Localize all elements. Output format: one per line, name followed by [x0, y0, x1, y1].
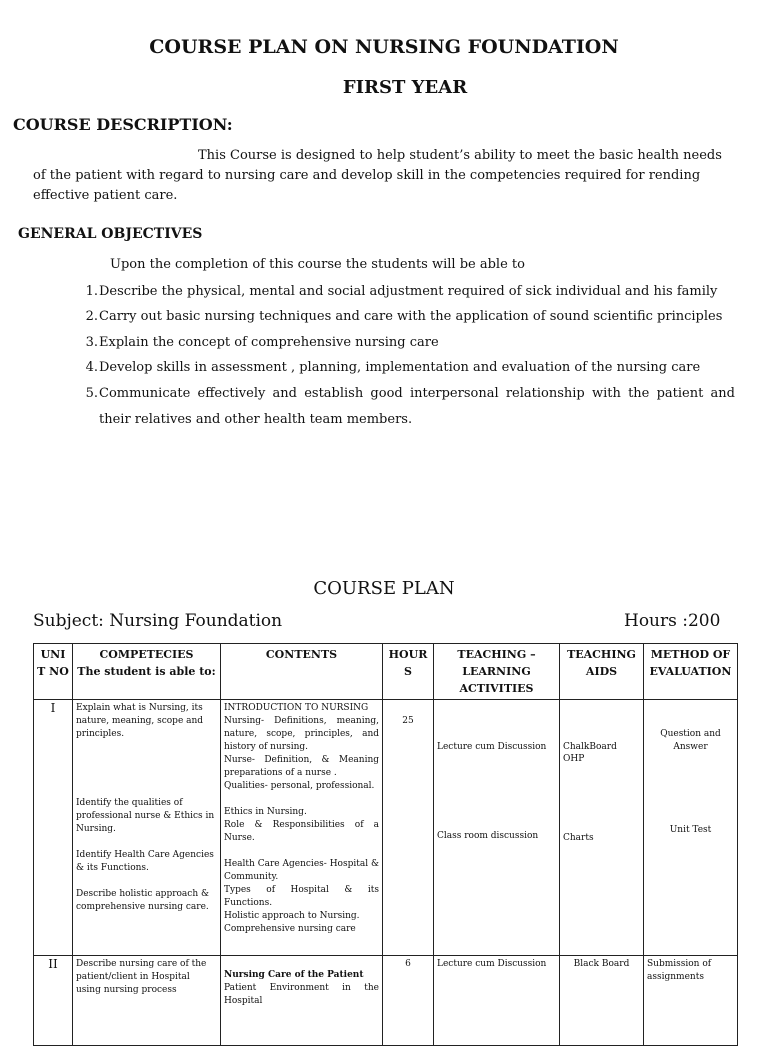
table-row — [34, 956, 738, 1046]
subject-label: Subject: Nursing Foundation — [33, 611, 283, 631]
objective-item — [80, 355, 735, 381]
header-hours: HOUR S — [383, 644, 434, 700]
objective-text: Carry out basic nursing techniques and care with the application of sound scientific principles — [99, 309, 723, 324]
objective-number: 2. — [85, 309, 98, 324]
contents-cell: Nursing Care of the Patient Patient Environment in the Hospital — [221, 956, 383, 1046]
objective-number: 3. — [85, 335, 98, 350]
teaching-activities-cell: Lecture cum Discussion — [434, 956, 560, 1046]
header-evaluation: METHOD OF EVALUATION — [644, 644, 738, 700]
document-title: COURSE PLAN ON NURSING FOUNDATION — [149, 36, 619, 58]
evaluation-cell: Question and Answer Unit Test — [644, 700, 738, 956]
objective-text: Describe the physical, mental and social adjustment required of sick individual and his family — [99, 284, 718, 299]
general-objectives-heading: GENERAL OBJECTIVES — [18, 226, 203, 242]
objective-item — [80, 381, 735, 433]
course-description-heading: COURSE DESCRIPTION: — [13, 115, 233, 134]
evaluation-cell: Submission of assignments — [644, 956, 738, 1046]
unit-number: I — [34, 700, 73, 956]
objective-number: 4. — [85, 360, 98, 375]
teaching-aids-cell: Black Board — [560, 956, 644, 1046]
objective-item — [80, 279, 735, 305]
hours-cell: 25 — [383, 700, 434, 956]
contents-cell: INTRODUCTION TO NURSING Nursing- Definitions, meaning, nature, scope, principles, and history of nursing. Nurse- Definition, & Meaning preparations of a nurse . Qualities- personal, professional. Ethics in Nursing. Role & Responsibilities of a Nurse. Health Care Agencies- Hospital & Community. Types of Hospital & its Functions. Holistic approach to Nursing. Comprehensive nursing care — [221, 700, 383, 956]
objective-text: Explain the concept of comprehensive nursing care — [99, 335, 439, 350]
course-plan-heading: COURSE PLAN — [313, 578, 455, 599]
objective-number: 1. — [85, 284, 98, 299]
table-row — [34, 700, 738, 956]
objective-item — [80, 304, 735, 330]
hours-cell: 6 — [383, 956, 434, 1046]
unit-number: II — [34, 956, 73, 1046]
objective-item — [80, 330, 735, 356]
objective-text: Develop skills in assessment , planning, implementation and evaluation of the nursing care — [99, 360, 701, 375]
document-subtitle: FIRST YEAR — [342, 77, 468, 98]
teaching-aids-cell: ChalkBoard OHP Charts — [560, 700, 644, 956]
teaching-activities-cell: Lecture cum Discussion Class room discussion — [434, 700, 560, 956]
course-description-body: This Course is designed to help student’s ability to meet the basic health needs of the patient with regard to nursing care and develop skill in the competencies required for rending effective patient care. — [33, 148, 722, 203]
objectives-intro: Upon the completion of this course the students will be able to — [110, 257, 525, 272]
header-contents: CONTENTS — [221, 644, 383, 700]
total-hours-label: Hours :200 — [624, 611, 721, 631]
competencies-cell: Describe nursing care of the patient/client in Hospital using nursing process — [73, 956, 221, 1046]
course-plan-table — [33, 643, 738, 1046]
header-teaching-learning: TEACHING – LEARNING ACTIVITIES — [434, 644, 560, 700]
header-competencies: COMPETECIES The student is able to: — [73, 644, 221, 700]
competencies-cell: Explain what is Nursing, its nature, meaning, scope and principles. Identify the qualities of professional nurse & Ethics in Nursing. Identify Health Care Agencies & its Functions. Describe holistic approach & comprehensive nursing care. — [73, 700, 221, 956]
header-unit: UNI T NO — [34, 644, 73, 700]
objective-number: 5. — [85, 386, 98, 401]
objective-text: Communicate effectively and establish good interpersonal relationship with the patient and their relatives and other health team members. — [99, 386, 735, 427]
course-description-text — [33, 146, 738, 206]
table-header-row — [34, 644, 738, 700]
header-teaching-aids: TEACHING AIDS — [560, 644, 644, 700]
